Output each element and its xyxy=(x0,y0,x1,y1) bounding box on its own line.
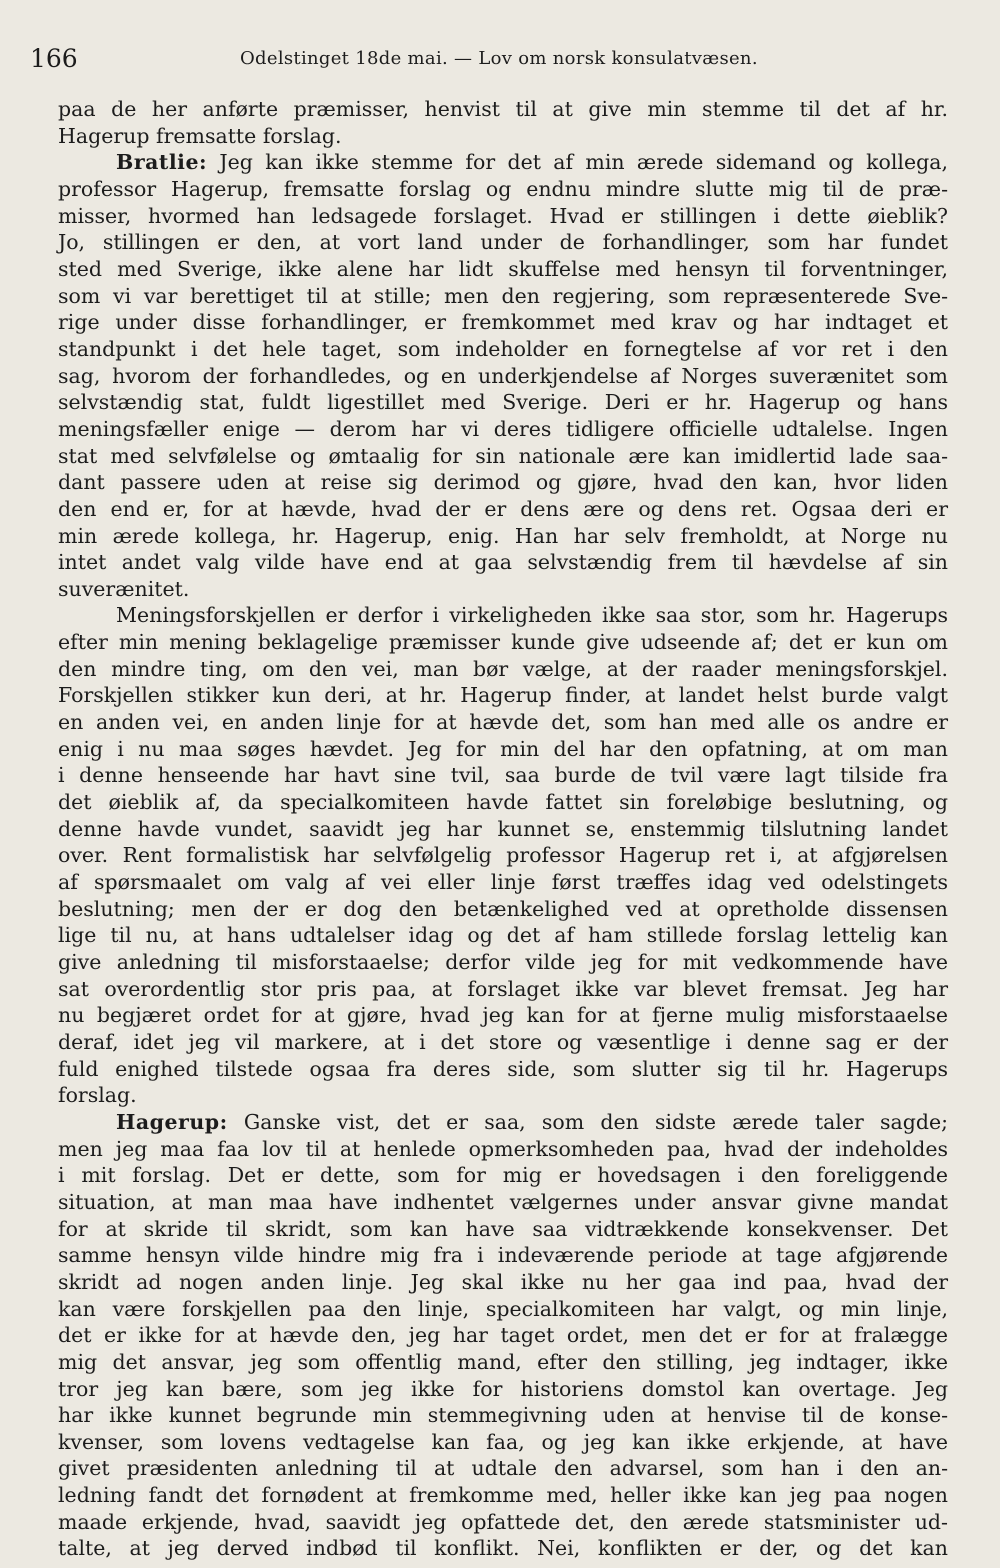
text-line xyxy=(58,363,948,390)
line-text: rige under disse forhandlinger, er fremkommet med krav og har indtaget et xyxy=(58,310,948,335)
text-line xyxy=(58,443,948,470)
text-line xyxy=(58,842,948,869)
line-text: over. Rent formalistisk har selvfølgelig professor Hagerup ret i, at afgjørelsen xyxy=(58,843,948,868)
text-line xyxy=(58,1162,948,1189)
text-line xyxy=(58,736,948,763)
line-text: har ikke kunnet begrunde min stemmegivning uden at henvise til de konse- xyxy=(58,1403,948,1428)
line-text: ledning fandt det fornødent at fremkomme med, heller ikke kan jeg paa nogen xyxy=(58,1483,948,1508)
text-line xyxy=(58,549,948,576)
line-text: efter min mening beklagelige præmisser kunde give udseende af; det er kun om xyxy=(58,630,948,655)
line-text: dant passere uden at reise sig derimod og gjøre, hvad den kan, hvor liden xyxy=(58,470,948,495)
line-text: stat med selvfølelse og ømtaalig for sin nationale ære kan imidlertid lade saa- xyxy=(58,443,948,468)
line-text: en anden vei, en anden linje for at hævde det, som han med alle os andre er xyxy=(58,710,948,735)
line-text: deraf, idet jeg vil markere, at i det store og væsentlige i denne sag er der xyxy=(58,1029,948,1054)
line-text: min ærede kollega, hr. Hagerup, enig. Han har selv fremholdt, at Norge nu xyxy=(58,523,948,548)
text-line xyxy=(58,1082,948,1109)
line-text: mig det ansvar, jeg som offentlig mand, efter den stilling, jeg indtager, ikke xyxy=(58,1349,948,1374)
text-line xyxy=(58,602,948,629)
text-line xyxy=(58,523,948,550)
line-text: selvstændig stat, fuldt ligestillet med Sverige. Deri er hr. Hagerup og hans xyxy=(58,390,948,415)
line-text: misser, hvormed han ledsagede forslaget. Hvad er stillingen i dette øieblik? xyxy=(58,203,948,228)
line-text: nu begjæret ordet for at gjøre, hvad jeg kan for at fjerne mulig misforstaaelse xyxy=(58,1003,948,1028)
line-text: denne havde vundet, saavidt jeg har kunnet se, enstemmig tilslutning landet xyxy=(58,816,948,841)
line-text: maade erkjende, hvad, saavidt jeg opfattede det, den ærede statsminister ud- xyxy=(58,1509,948,1534)
text-line xyxy=(58,1109,948,1136)
text-line xyxy=(58,789,948,816)
line-text: Jeg kan ikke stemme for det af min ærede sidemand og kollega, xyxy=(219,150,948,175)
line-text: enig i nu maa søges hævdet. Jeg for min del har den opfatning, at om man xyxy=(58,736,948,761)
text-line xyxy=(58,336,948,363)
text-line xyxy=(58,682,948,709)
line-text: kan være forskjellen paa den linje, specialkomiteen har valgt, og min linje, xyxy=(58,1296,948,1321)
text-line xyxy=(58,123,948,150)
text-line xyxy=(58,1056,948,1083)
text-line xyxy=(58,762,948,789)
text-line xyxy=(58,576,948,603)
line-text: den end er, for at hævde, hvad der er dens ære og dens ret. Ogsaa deri er xyxy=(58,496,948,521)
text-line xyxy=(58,149,948,176)
line-text: Forskjellen stikker kun deri, at hr. Hagerup finder, at landet helst burde valgt xyxy=(58,683,948,708)
line-text: af spørsmaalet om valg af vei eller linje først træffes idag ved odelstingets xyxy=(58,870,948,895)
line-text: beslutning; men der er dog den betænkelighed ved at opretholde dissensen xyxy=(58,896,948,921)
line-text: Jo, stillingen er den, at vort land under de forhandlinger, som har fundet xyxy=(58,230,948,255)
line-text: tror jeg kan bære, som jeg ikke for historiens domstol kan overtage. Jeg xyxy=(58,1376,948,1401)
line-text: professor Hagerup, fremsatte forslag og endnu mindre slutte mig til de præ- xyxy=(58,176,948,201)
speaker-name: Hagerup: xyxy=(116,1109,228,1134)
text-line xyxy=(58,1242,948,1269)
text-line xyxy=(58,1322,948,1349)
text-line xyxy=(58,1002,948,1029)
line-text: for at skride til skridt, som kan have saa vidtrækkende konsekvenser. Det xyxy=(58,1216,948,1241)
text-line xyxy=(58,949,948,976)
text-line xyxy=(58,629,948,656)
line-text: den mindre ting, om den vei, man bør vælge, at der raader meningsforskjel. xyxy=(58,656,948,681)
text-line xyxy=(58,1376,948,1403)
line-text: det øieblik af, da specialkomiteen havde fattet sin foreløbige beslutning, og xyxy=(58,790,948,815)
text-line xyxy=(58,816,948,843)
text-line xyxy=(58,176,948,203)
line-text: kvenser, som lovens vedtagelse kan faa, og jeg kan ikke erkjende, at have xyxy=(58,1429,948,1454)
line-text: givet præsidenten anledning til at udtale den advarsel, som han i den an- xyxy=(58,1456,948,1481)
text-line xyxy=(58,1429,948,1456)
line-text: Meningsforskjellen er derfor i virkeligheden ikke saa stor, som hr. Hagerups xyxy=(116,603,948,628)
text-line xyxy=(58,416,948,443)
line-text: skridt ad nogen anden linje. Jeg skal ikke nu her gaa ind paa, hvad der xyxy=(58,1269,948,1294)
speaker-name: Bratlie: xyxy=(116,150,208,175)
text-line xyxy=(58,229,948,256)
line-text: Hagerup fremsatte forslag. xyxy=(58,123,342,148)
line-text: talte, at jeg derved indbød til konflikt. Nei, konflikten er der, og det kan xyxy=(58,1536,948,1561)
line-text: i mit forslag. Det er dette, som for mig er hovedsagen i den foreliggende xyxy=(58,1163,948,1188)
line-text: meningsfæller enige — derom har vi deres tidligere officielle udtalelse. Ingen xyxy=(58,416,948,441)
text-line xyxy=(58,1509,948,1536)
line-text: lige til nu, at hans udtalelser idag og det af ham stillede forslag lettelig kan xyxy=(58,923,948,948)
text-line xyxy=(58,1535,948,1562)
page-header xyxy=(30,44,970,80)
text-line xyxy=(58,976,948,1003)
text-line xyxy=(58,1189,948,1216)
line-text: i denne henseende har havt sine tvil, saa burde de tvil være lagt tilside fra xyxy=(58,763,948,788)
line-text: sat overordentlig stor pris paa, at forslaget ikke var blevet fremsat. Jeg har xyxy=(58,976,948,1001)
page-number: 166 xyxy=(30,44,78,73)
line-text: sag, hvorom der forhandledes, og en underkjendelse af Norges suverænitet som xyxy=(58,363,948,388)
line-text: suverænitet. xyxy=(58,576,190,601)
line-text: forslag. xyxy=(58,1083,137,1108)
line-text: Ganske vist, det er saa, som den sidste ærede taler sagde; xyxy=(243,1109,948,1134)
running-title: Odelstinget 18de mai. — Lov om norsk konsulatvæsen. xyxy=(240,48,758,69)
text-line xyxy=(58,1296,948,1323)
line-text: det er ikke for at hævde den, jeg har taget ordet, men det er for at fralægge xyxy=(58,1323,948,1348)
text-line xyxy=(58,709,948,736)
text-line xyxy=(58,922,948,949)
text-line xyxy=(58,1482,948,1509)
body-text xyxy=(58,96,948,1562)
line-text: situation, at man maa have indhentet vælgernes under ansvar givne mandat xyxy=(58,1189,948,1214)
line-text: samme hensyn vilde hindre mig fra i indeværende periode at tage afgjørende xyxy=(58,1243,948,1268)
text-line xyxy=(58,869,948,896)
text-line xyxy=(58,1216,948,1243)
line-text: give anledning til misforstaaelse; derfor vilde jeg for mit vedkommende have xyxy=(58,950,948,974)
text-line xyxy=(58,256,948,283)
text-line xyxy=(58,896,948,923)
text-line xyxy=(58,1402,948,1429)
text-line xyxy=(58,1029,948,1056)
text-line xyxy=(58,389,948,416)
line-text: paa de her anførte præmisser, henvist til at give min stemme til det af hr. xyxy=(58,97,948,121)
text-line xyxy=(58,469,948,496)
text-line xyxy=(58,203,948,230)
line-text: intet andet valg vilde have end at gaa selvstændig frem til hævdelse af sin xyxy=(58,550,948,575)
text-line xyxy=(58,283,948,310)
text-line xyxy=(58,1269,948,1296)
line-text: sted med Sverige, ikke alene har lidt skuffelse med hensyn til forventninger, xyxy=(58,256,948,281)
text-line xyxy=(58,96,948,123)
text-line xyxy=(58,1136,948,1163)
text-line xyxy=(58,309,948,336)
text-line xyxy=(58,656,948,683)
text-line xyxy=(58,1455,948,1482)
line-text: som vi var berettiget til at stille; men den regjering, som repræsenterede Sve- xyxy=(58,283,948,308)
line-text: standpunkt i det hele taget, som indeholder en fornegtelse af vor ret i den xyxy=(58,336,948,361)
text-line xyxy=(58,496,948,523)
line-text: men jeg maa faa lov til at henlede opmerksomheden paa, hvad der indeholdes xyxy=(58,1136,948,1161)
text-line xyxy=(58,1349,948,1376)
line-text: fuld enighed tilstede ogsaa fra deres side, som slutter sig til hr. Hagerups xyxy=(58,1056,948,1081)
